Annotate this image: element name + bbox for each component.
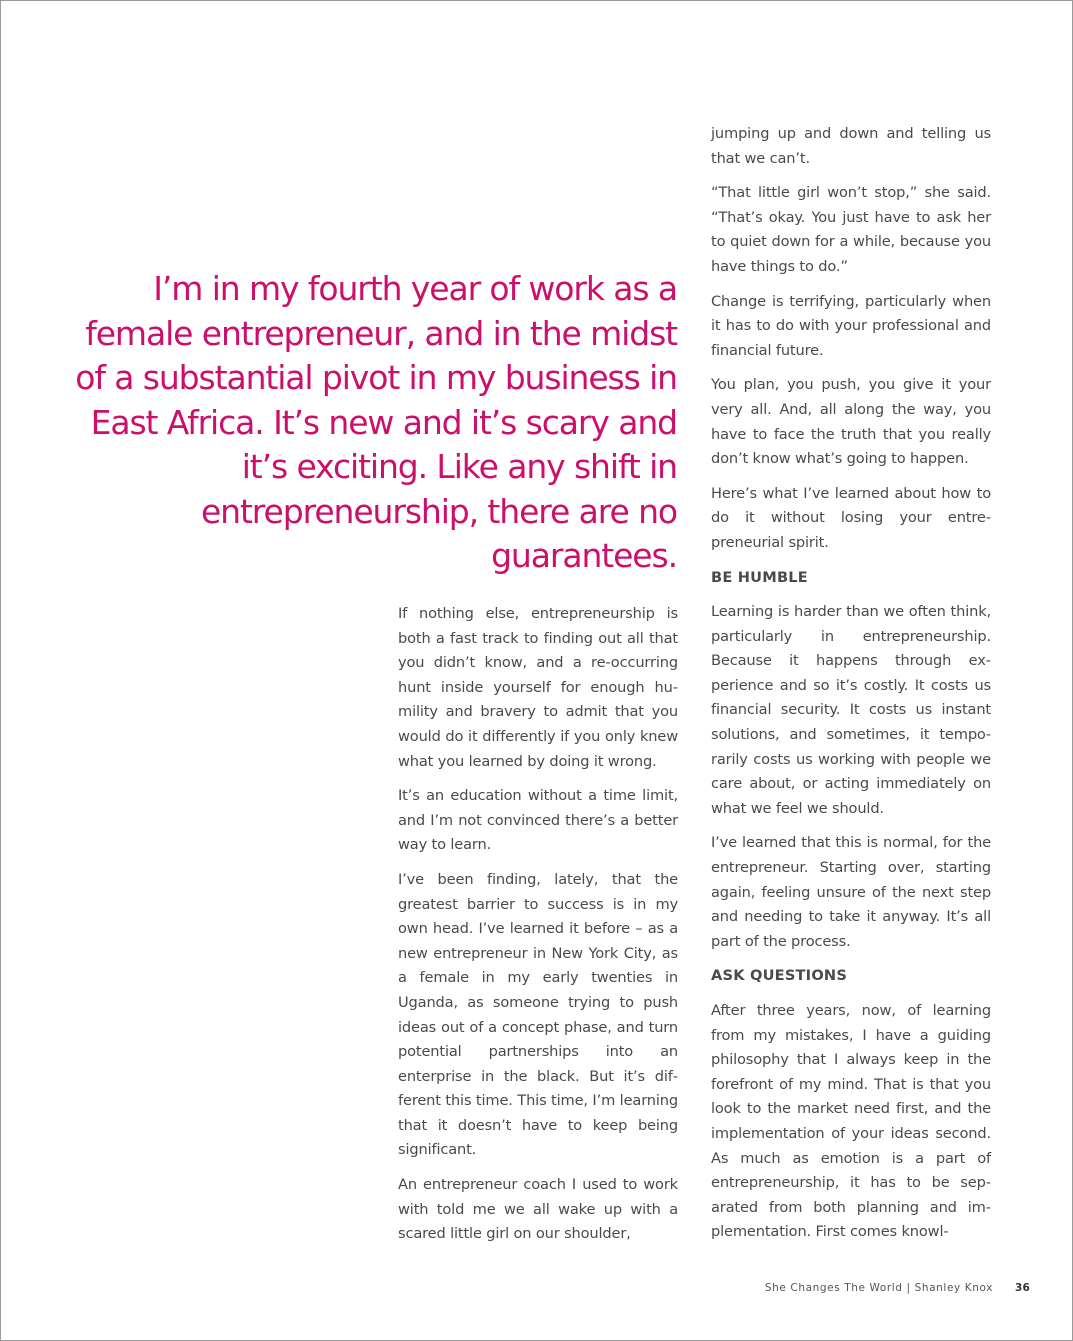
paragraph: An entrepreneur coach I used to work with told me we all wake up with a scared little girl on our shoulder, (398, 1176, 678, 1243)
paragraph: “That little girl won’t stop,” she said. “That’s okay. You just have to ask her to quiet down for a while, because you have things to do.” (711, 184, 991, 275)
paragraph: Learning is harder than we often think, particularly in entrepreneurship. Because it happens through experience and so it’s costly. It costs us financial security. It costs us instant solutions, and sometimes, it temporarily costs us working with people we care about, or acting immediately on what we feel we should. (711, 603, 991, 817)
pull-quote: I’m in my fourth year of work as a female entrepreneur, and in the midst of a substantial pivot in my business in East Africa. It’s new and it’s scary and it’s exciting. Like any shift in entrepreneurship, there are no guarantees. (75, 269, 677, 575)
paragraph: If nothing else, entrepreneurship is both a fast track to finding out all that you didn’t know, and a re-occurring hunt inside yourself for enough humility and bravery to admit that you would do it differently if you only knew what you learned by doing it wrong. (398, 605, 678, 770)
body-column-right (711, 122, 991, 1255)
paragraph: Here’s what I’ve learned about how to do it without losing your entrepreneurial spirit. (711, 484, 991, 551)
section-heading-ask-questions: ASK QUESTIONS (711, 967, 848, 985)
paragraph: I’ve learned that this is normal, for the entrepreneur. Starting over, starting again, feeling unsure of the next step and needing to take it anyway. It’s all part of the process. (711, 834, 991, 950)
paragraph: It’s an education without a time limit, and I’m not convinced there’s a better way to learn. (398, 787, 678, 854)
section-heading-be-humble: BE HUMBLE (711, 568, 808, 586)
page-number: 36 (1014, 1282, 1030, 1294)
paragraph: Change is terrifying, particularly when it has to do with your professional and financial future. (711, 292, 991, 359)
paragraph: After three years, now, of learning from my mistakes, I have a guiding philosophy that I always keep in the forefront of my mind. That is that you look to the market need first, and the implementation of your ideas second. As much as emotion is a part of entrepreneurship, it has to be separated from both planning and implementation. First comes knowl- (711, 1002, 991, 1241)
paragraph: I’ve been finding, lately, that the greatest barrier to success is in my own head. I’ve learned it before – as a new entrepreneur in New York City, as a female in my early twenties in Uganda, as someone trying to push ideas out of a concept phase, and turn potential partnerships into an enterprise in the black. But it’s different this time. This time, I’m learning that it doesn’t have to keep being significant. (398, 870, 678, 1159)
page-footer (765, 1282, 1030, 1294)
paragraph: You plan, you push, you give it your very all. And, all along the way, you have to face the truth that you really don’t know what’s going to happen. (711, 376, 991, 468)
author-name: Shanley Knox (914, 1282, 994, 1294)
footer-separator: | (906, 1282, 911, 1294)
publication-name: She Changes The World (764, 1282, 903, 1294)
body-column-left (398, 602, 678, 1257)
paragraph: jumping up and down and telling us that we can’t. (711, 125, 991, 167)
